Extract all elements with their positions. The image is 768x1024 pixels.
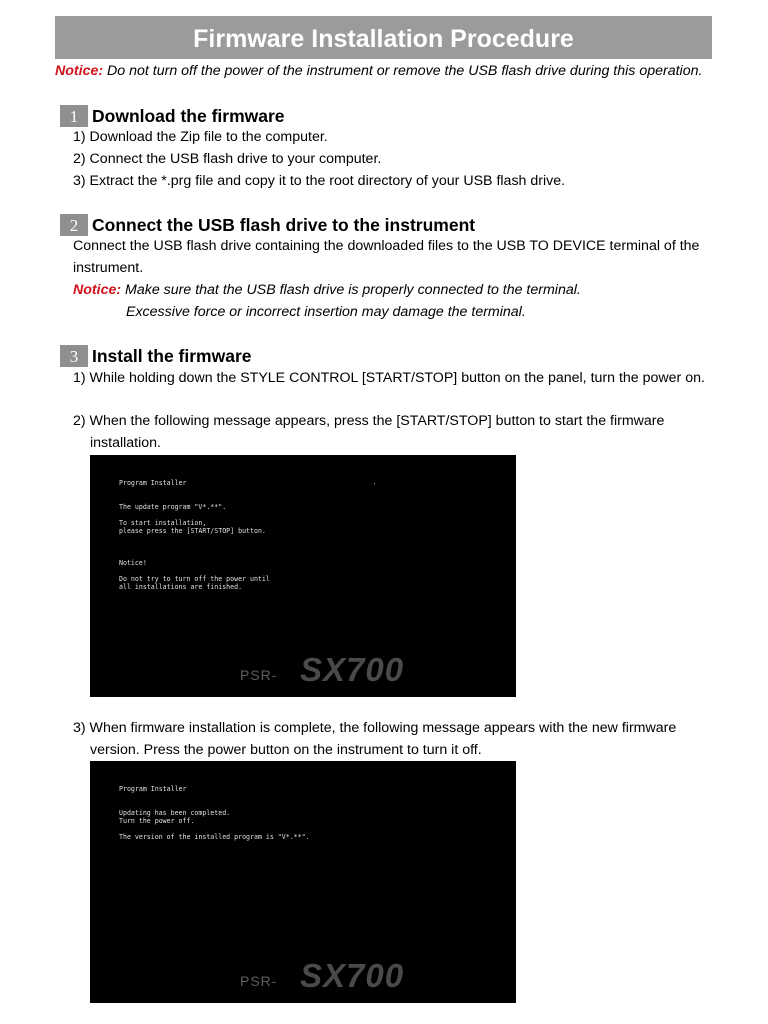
psr-sx700-logo <box>238 651 498 685</box>
step-1-line-2: 2) Connect the USB flash drive to your computer. <box>73 151 382 167</box>
svg-text:SX700: SX700 <box>300 651 405 685</box>
step-2-heading <box>60 214 475 236</box>
step-2-notice-text-2: Excessive force or incorrect insertion may damage the terminal. <box>126 304 526 320</box>
step-3-item-3-line-2: version. Press the power button on the instrument to turn it off. <box>90 742 482 758</box>
step-1-line-1: 1) Download the Zip file to the computer. <box>73 129 328 145</box>
screen-2-heading: Program Installer <box>119 785 187 793</box>
step-2-title: Connect the USB flash drive to the instrument <box>92 215 476 235</box>
svg-text:SX700: SX700 <box>300 957 405 991</box>
step-3-item-2-line-1: 2) When the following message appears, press the [START/STOP] button to start the firmware <box>73 413 665 429</box>
step-3-number: 3 <box>60 345 88 367</box>
step-2-notice-label: Notice: <box>73 282 122 298</box>
step-3-item-3-line-1: 3) When firmware installation is complete, the following message appears with the new firmware <box>73 720 677 736</box>
svg-text:PSR-: PSR- <box>240 667 278 683</box>
notice-text: Do not turn off the power of the instrument or remove the USB flash drive during this operation. <box>103 63 703 79</box>
installer-screen-start <box>90 455 516 697</box>
screen-2-line-2: Turn the power off. <box>119 817 195 825</box>
step-3-item-2-line-2: installation. <box>90 435 161 451</box>
step-2-notice-text-1: Make sure that the USB flash drive is properly connected to the terminal. <box>121 282 581 298</box>
screen-1-dot <box>374 483 375 484</box>
step-3-heading <box>60 345 252 367</box>
screen-1-line-6: all installations are finished. <box>119 583 243 591</box>
page-title: Firmware Installation Procedure <box>55 16 712 59</box>
step-2-number: 2 <box>60 214 88 236</box>
step-3-title: Install the firmware <box>92 346 252 366</box>
step-3-item-1: 1) While holding down the STYLE CONTROL [START/STOP] button on the panel, turn the power on. <box>73 370 705 386</box>
notice <box>55 63 702 79</box>
step-1-line-3: 3) Extract the *.prg file and copy it to the root directory of your USB flash drive. <box>73 173 566 189</box>
screen-2-line-3: The version of the installed program is "V*.**". <box>119 833 310 841</box>
step-2-notice <box>73 282 581 298</box>
notice-label: Notice: <box>55 63 104 79</box>
screen-1-line-1: The update program "V*.**". <box>119 503 227 511</box>
step-1-title: Download the firmware <box>92 106 285 126</box>
screen-1-line-4: Notice! <box>119 559 147 567</box>
step-1-heading <box>60 105 285 127</box>
screen-1-heading: Program Installer <box>119 479 187 487</box>
screen-1-line-2: To start installation, <box>119 519 207 527</box>
screen-1-line-3: please press the [START/STOP] button. <box>119 527 266 535</box>
screen-1-line-5: Do not try to turn off the power until <box>119 575 270 583</box>
step-2-line-2: instrument. <box>73 260 144 276</box>
step-2-line-1: Connect the USB flash drive containing the downloaded files to the USB TO DEVICE terminal of the <box>73 238 700 254</box>
installer-screen-complete <box>90 761 516 1003</box>
svg-text:PSR-: PSR- <box>240 973 278 989</box>
psr-sx700-logo <box>238 957 498 991</box>
step-1-number: 1 <box>60 105 88 127</box>
screen-2-line-1: Updating has been completed. <box>119 809 231 817</box>
